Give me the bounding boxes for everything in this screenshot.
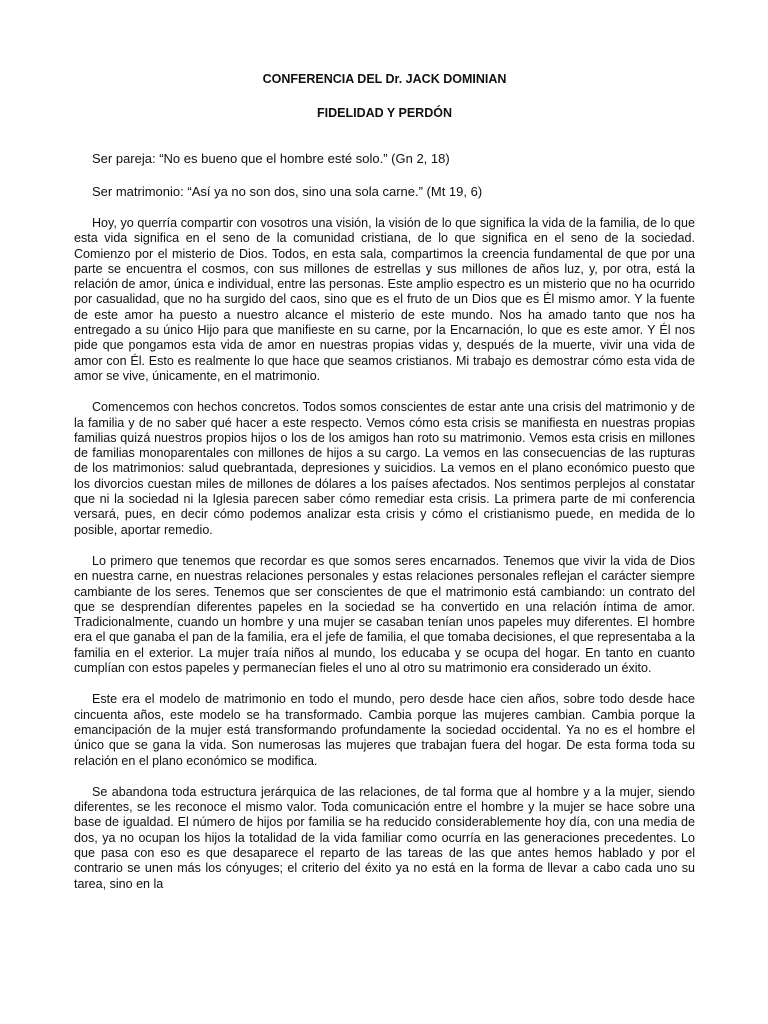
- paragraph: Hoy, yo querría compartir con vosotros una visión, la visión de lo que significa la vida de la familia, de lo que esta vida significa en el seno de la comunidad cristiana, de lo que significa en el seno de la sociedad. Comienzo por el misterio de Dios. Todos, en esta sala, compartimos la creencia fundamental de que por una parte se encuentra el cosmos, con sus millones de estrellas y sus millones de años luz, y, por otra, está la relación de amor, única e individual, entre las personas. Este amplio espectro es un misterio que no ha ocurrido por casualidad, que no ha surgido del caos, sino que es el fruto de un Dios que es Él mismo amor. Y la fuente de este amor ha puesto a nuestro alcance el misterio de este mundo. Nos ha amado tanto que nos ha entregado a su único Hijo para que manifieste en su carne, por la Encarnación, lo que es este amor. Y Él nos pide que pongamos esta vida de amor en nuestras propias vidas y, después de la muerte, vivir una vida de amor con Él. Esto es realmente lo que hace que seamos cristianos. Mi trabajo es demostrar cómo esta vida de amor se vive, únicamente, en el matrimonio.: [74, 216, 695, 383]
- paragraph: Lo primero que tenemos que recordar es que somos seres encarnados. Tenemos que vivir la vida de Dios en nuestra carne, en nuestras relaciones personales y estas relaciones personales reflejan el carácter siempre cambiante de los seres. Tenemos que ser conscientes de que el matrimonio está cambiando: un contrato del que se desprendían diferentes papeles en la sociedad se ha convertido en una relación íntima de amor. Tradicionalmente, cuando un hombre y una mujer se casaban tenían unos papeles muy diferentes. El hombre era el que ganaba el pan de la familia, era el jefe de familia, el que tomaba decisiones, el que representaba a la familia en el exterior. La mujer traía niños al mundo, los educaba y se ocupa del hogar. En tanto en cuanto cumplían con estos papeles y permanecían fieles el uno al otro su matrimonio era considerado un éxito.: [74, 553, 695, 676]
- document-body: [74, 216, 695, 892]
- quote-pareja: Ser pareja: “No es bueno que el hombre esté solo.” (Gn 2, 18): [92, 151, 450, 166]
- quote-matrimonio: Ser matrimonio: “Así ya no son dos, sino una sola carne.” (Mt 19, 6): [92, 184, 483, 199]
- paragraph: Este era el modelo de matrimonio en todo el mundo, pero desde hace cien años, sobre todo desde hace cincuenta años, este modelo se ha transformado. Cambia porque las mujeres cambian. Cambia porque la emancipación de la mujer está transformando profundamente la sociedad occidental. Ya no es el hombre el único que se gana la vida. Son numerosas las mujeres que trabajan fuera del hogar. De esta forma toda su relación en el plano económico se modifica.: [74, 692, 695, 768]
- document-title: CONFERENCIA DEL Dr. JACK DOMINIAN: [262, 72, 507, 86]
- paragraph: Se abandona toda estructura jerárquica de las relaciones, de tal forma que al hombre y a la mujer, siendo diferentes, se les reconoce el mismo valor. Toda comunicación entre el hombre y la mujer se hace sobre una base de igualdad. El número de hijos por familia se ha reducido considerablemente hoy día, con una media de dos, ya no ocupan los hijos la totalidad de la vida familiar como ocurría en las generaciones precedentes. Lo que pasa con eso es que desaparece el reparto de las tareas de las que antes hemos hablado y por el contrario se unen más los cónyuges; el criterio del éxito ya no está en la forma de llevar a cabo cada uno su tarea, sino en la: [74, 784, 695, 891]
- document-subtitle: FIDELIDAD Y PERDÓN: [317, 106, 452, 120]
- epigraph-quotes: [74, 150, 695, 201]
- paragraph: Comencemos con hechos concretos. Todos somos conscientes de estar ante una crisis del matrimonio y de la familia y de no saber qué hacer a este respecto. Vemos cómo esta crisis se manifiesta en nuestras propias familias quizá nuestros propios hijos o los de los amigos han roto su matrimonio. Vemos esta crisis en millones de familias monoparentales con millones de hijos a su cargo. La vemos en las consecuencias de las rupturas de los matrimonios: salud quebrantada, depresiones y suicidios. La vemos en el plano económico puesto que los divorcios cuestan miles de millones de dólares a los países afectados. Nos sentimos perplejos al constatar que ni la sociedad ni la Iglesia parecen saber cómo remediar esta crisis. La primera parte de mi conferencia versará, pues, en decir cómo podemos analizar esta crisis y cómo el cristianismo puede, en medida de lo posible, aportar remedio.: [74, 400, 695, 537]
